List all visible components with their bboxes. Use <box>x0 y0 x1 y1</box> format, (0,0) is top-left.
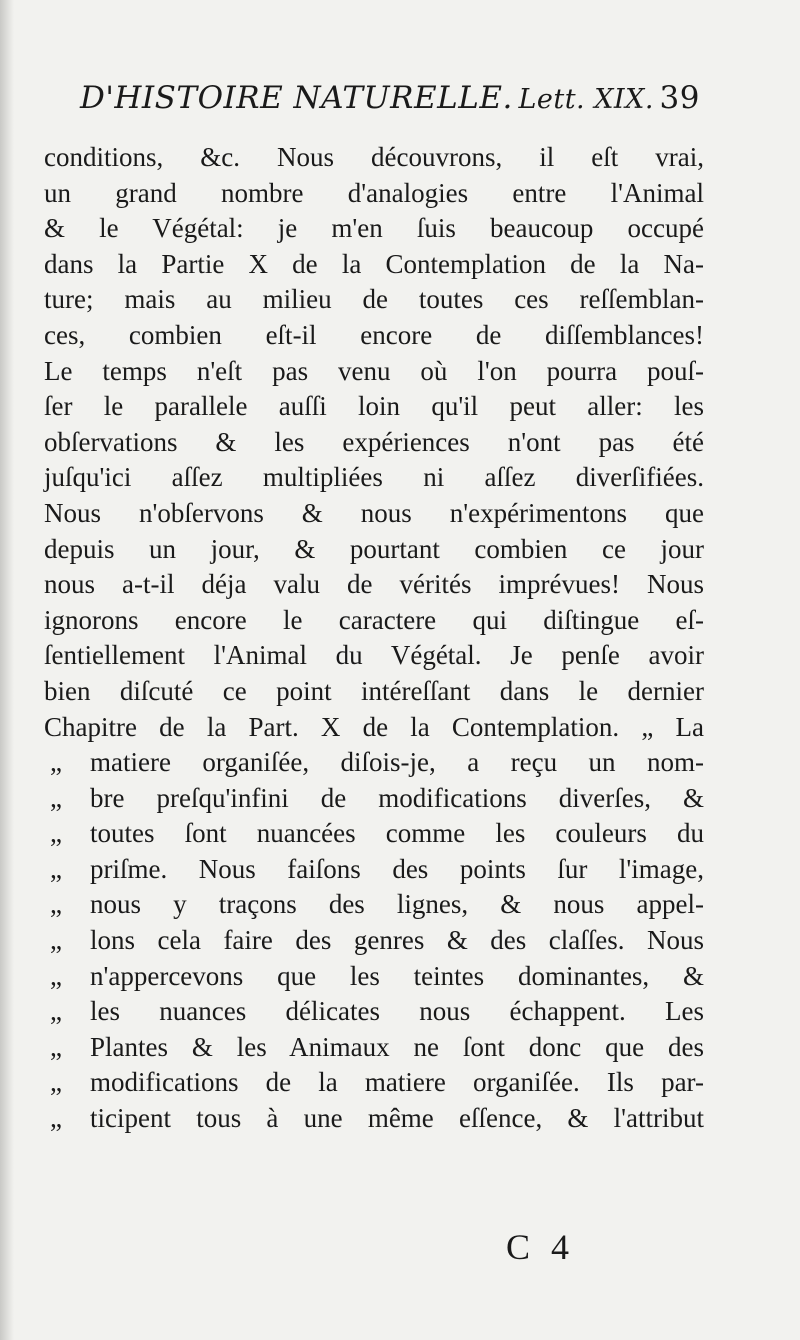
quoted-text: priſme. Nous faiſons des points ſur l'image, <box>90 853 704 884</box>
quoted-line <box>44 923 704 959</box>
quoted-text: Plantes & les Animaux ne ſont donc que des <box>90 1031 704 1062</box>
text-line: ſentiellement l'Animal du Végétal. Je penſe avoir <box>44 640 704 671</box>
quoted-line <box>44 994 704 1030</box>
quote-mark: „ <box>50 1103 62 1134</box>
quoted-text: n'appercevons que les teintes dominantes, & <box>90 960 704 991</box>
text-line: un grand nombre d'analogies entre l'Animal <box>44 177 704 208</box>
text-line: juſqu'ici aſſez multipliées ni aſſez diverſifiées. <box>44 462 704 493</box>
quote-mark: „ <box>50 818 62 849</box>
quoted-text: toutes ſont nuancées comme les couleurs du <box>90 818 704 849</box>
quote-mark: „ <box>50 1067 62 1098</box>
page-body-text <box>44 140 704 1137</box>
text-line: & le Végétal: je m'en ſuis beaucoup occupé <box>44 213 704 244</box>
text-line: Le temps n'eſt pas venu où l'on pourra pouſ- <box>44 355 704 386</box>
quoted-line <box>44 816 704 852</box>
header-title: D'HISTOIRE NATURELLE. <box>80 80 513 116</box>
header-letter: Lett. XIX. <box>518 84 654 115</box>
text-line: ſer le parallele auſſi loin qu'il peut aller: les <box>44 391 704 422</box>
quoted-text: modifications de la matiere organiſée. Ils par- <box>90 1067 704 1098</box>
page-edge-shadow <box>0 0 14 1340</box>
quote-mark: „ <box>50 996 62 1027</box>
quoted-line <box>44 745 704 781</box>
quoted-line <box>44 781 704 817</box>
running-header <box>80 80 700 124</box>
quote-mark: „ <box>50 889 62 920</box>
quote-mark: „ <box>50 747 62 778</box>
text-line: bien diſcuté ce point intéreſſant dans le dernier <box>44 675 704 706</box>
quoted-text: lons cela faire des genres & des claſſes. Nous <box>90 925 704 956</box>
quoted-line <box>44 959 704 995</box>
text-line: Chapitre de la Part. X de la Contemplation. „ La <box>44 711 704 742</box>
text-line: nous a-t-il déja valu de vérités imprévues! Nous <box>44 569 704 600</box>
quote-mark: „ <box>50 925 62 956</box>
text-line: ture; mais au milieu de toutes ces reſſemblan- <box>44 284 704 315</box>
quoted-text: matiere organiſée, diſois-je, a reçu un nom- <box>90 747 704 778</box>
quoted-text: nous y traçons des lignes, & nous appel- <box>90 889 704 920</box>
quoted-line <box>44 1065 704 1101</box>
quote-mark: „ <box>50 1031 62 1062</box>
text-line: ignorons encore le caractere qui diſtingue eſ- <box>44 604 704 635</box>
text-line: conditions, &c. Nous découvrons, il eſt vrai, <box>44 142 704 172</box>
quoted-line <box>44 1101 704 1137</box>
quote-mark: „ <box>50 960 62 991</box>
quoted-text: ticipent tous à une même eſſence, & l'attribut <box>90 1103 704 1134</box>
signature-mark: C 4 <box>506 1227 576 1267</box>
quote-mark: „ <box>50 853 62 884</box>
quoted-line <box>44 887 704 923</box>
text-line: Nous n'obſervons & nous n'expérimentons que <box>44 497 704 528</box>
quoted-text: bre preſqu'infini de modifications diverſes, & <box>90 782 704 813</box>
text-line: dans la Partie X de la Contemplation de la Na- <box>44 248 704 279</box>
quote-mark: „ <box>50 782 62 813</box>
text-line: obſervations & les expériences n'ont pas été <box>44 426 704 457</box>
quoted-line <box>44 852 704 888</box>
text-line: depuis un jour, & pourtant combien ce jour <box>44 533 704 564</box>
quoted-text: les nuances délicates nous échappent. Les <box>90 996 704 1027</box>
page-number: 39 <box>659 80 700 116</box>
quoted-line <box>44 1030 704 1066</box>
text-line: ces, combien eſt-il encore de diſſemblances! <box>44 319 704 350</box>
